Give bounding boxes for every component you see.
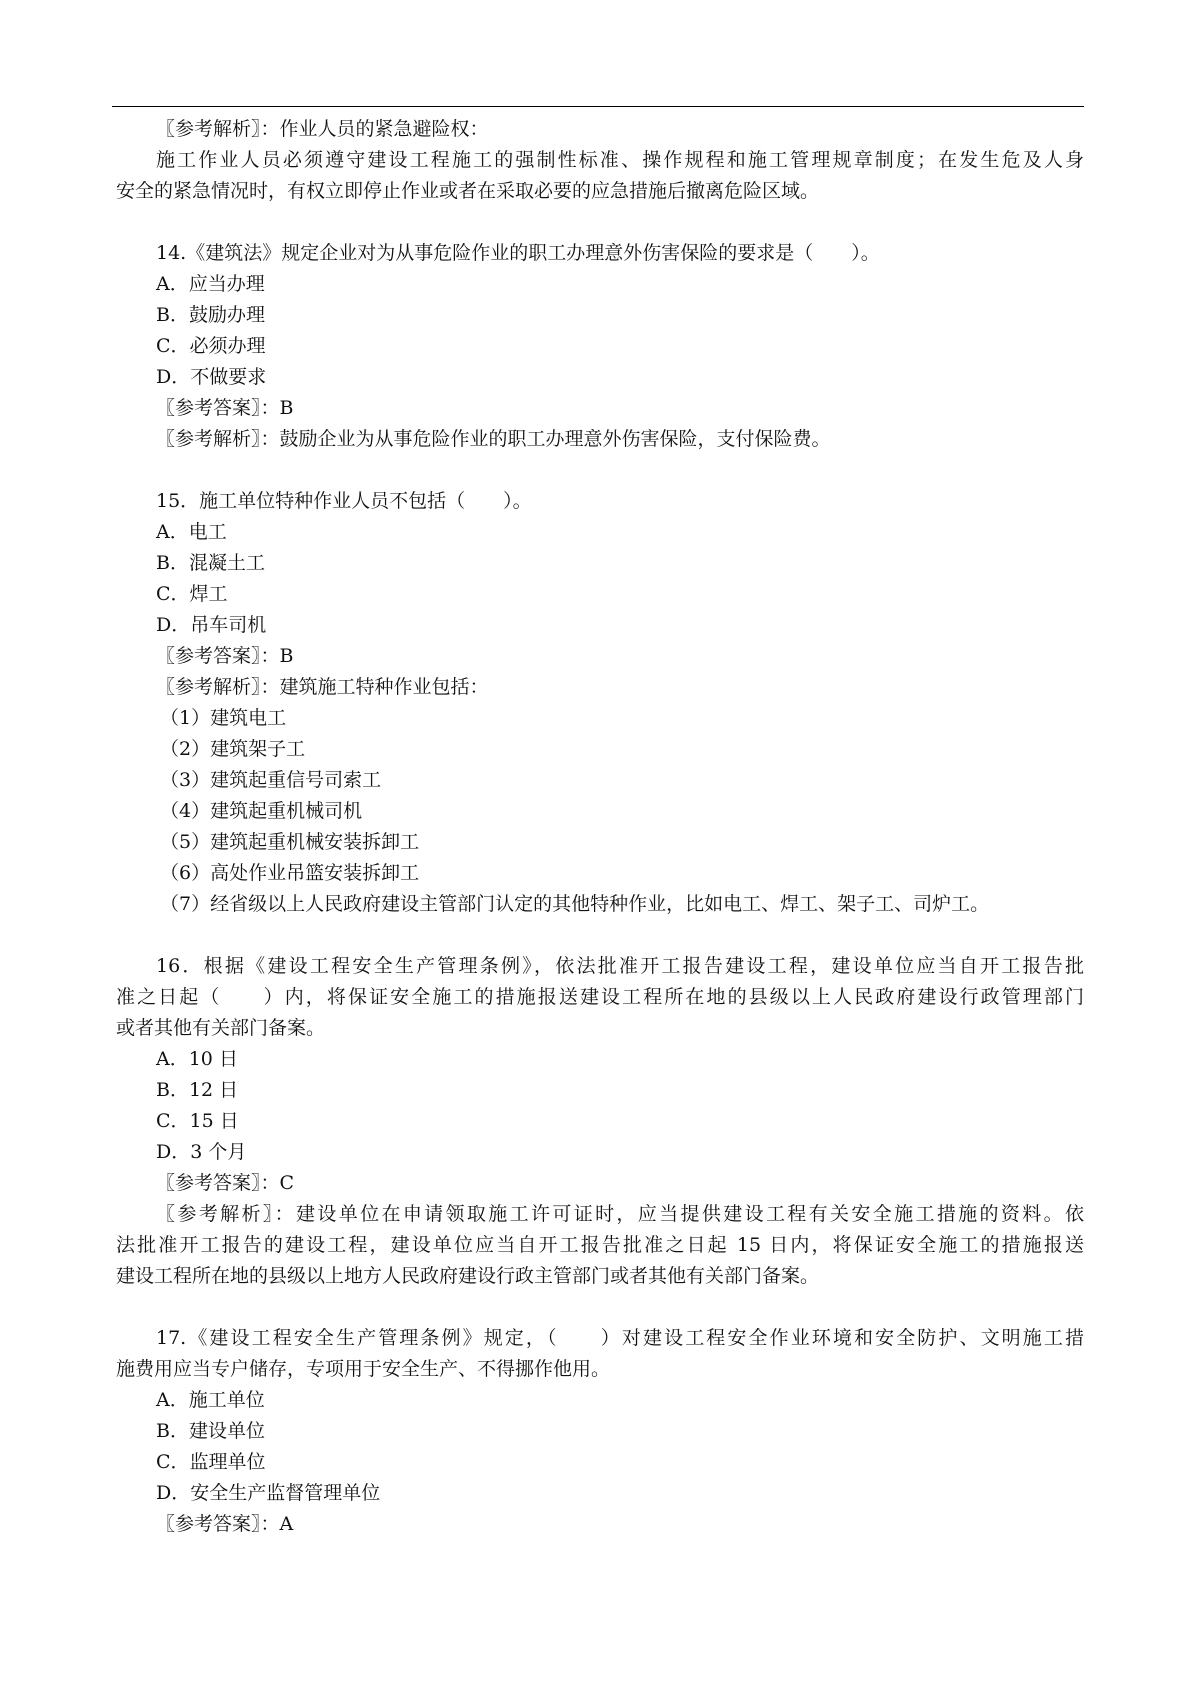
question-list xyxy=(116,207,1084,1540)
document-body xyxy=(116,114,1084,1540)
question-stem: 14.《建筑法》规定企业对为从事危险作业的职工办理意外伤害保险的要求是（ ）。 xyxy=(156,242,880,264)
answer-option: D．3 个月 xyxy=(156,1141,247,1163)
answer-option: B．混凝土工 xyxy=(156,552,265,574)
answer-option: D．安全生产监督管理单位 xyxy=(156,1482,381,1504)
question-spacer xyxy=(116,920,1084,951)
answer-option: C．15 日 xyxy=(156,1110,239,1132)
question-stem: 17.《建设工程安全生产管理条例》规定，（ ）对建设工程安全作业环境和安全防护、文明施工措 xyxy=(156,1327,1084,1349)
answer-option: B．鼓励办理 xyxy=(156,304,265,326)
question-block xyxy=(116,238,1084,455)
header-rule xyxy=(112,106,1084,107)
intro-analysis: 〖参考解析〗：作业人员的紧急避险权： xyxy=(156,118,489,140)
reference-analysis: 〖参考解析〗：建设单位在申请领取施工许可证时，应当提供建设工程有关安全施工措施的资料。依 xyxy=(156,1203,1084,1225)
reference-answer: 〖参考答案〗：B xyxy=(156,645,294,667)
answer-option: A．10 日 xyxy=(156,1048,238,1070)
reference-analysis: 法批准开工报告的建设工程，建设单位应当自开工报告批准之日起 15 日内，将保证安全施工的措施报送 xyxy=(116,1234,1084,1256)
question-spacer xyxy=(116,455,1084,486)
question-block xyxy=(116,1323,1084,1540)
question-stem: 15．施工单位特种作业人员不包括（ ）。 xyxy=(156,490,532,512)
question-block xyxy=(116,486,1084,920)
intro-paragraph-line: 安全的紧急情况时，有权立即停止作业或者在采取必要的应急措施后撤离危险区域。 xyxy=(116,180,820,202)
answer-option: B．12 日 xyxy=(156,1079,239,1101)
reference-analysis: 建设工程所在地的县级以上地方人民政府建设行政主管部门或者其他有关部门备案。 xyxy=(116,1265,820,1287)
question-stem: 施费用应当专户储存，专项用于安全生产、不得挪作他用。 xyxy=(116,1358,611,1380)
analysis-list-item: （6）高处作业吊篮安装拆卸工 xyxy=(160,862,420,884)
answer-option: C．必须办理 xyxy=(156,335,266,357)
reference-answer: 〖参考答案〗：C xyxy=(156,1172,295,1194)
intro-block xyxy=(116,114,1084,207)
analysis-list-item: （3）建筑起重信号司索工 xyxy=(160,769,382,791)
answer-option: A．应当办理 xyxy=(156,273,265,295)
question-block xyxy=(116,951,1084,1292)
analysis-list-item: （1）建筑电工 xyxy=(160,707,287,729)
analysis-list-item: （5）建筑起重机械安装拆卸工 xyxy=(160,831,420,853)
answer-option: D．不做要求 xyxy=(156,366,267,388)
answer-option: B．建设单位 xyxy=(156,1420,265,1442)
answer-option: A．施工单位 xyxy=(156,1389,265,1411)
answer-option: C．监理单位 xyxy=(156,1451,266,1473)
analysis-list-item: （4）建筑起重机械司机 xyxy=(160,800,363,822)
reference-answer: 〖参考答案〗：A xyxy=(156,1513,294,1535)
reference-analysis: 〖参考解析〗：鼓励企业为从事危险作业的职工办理意外伤害保险，支付保险费。 xyxy=(156,428,831,450)
analysis-list-item: （2）建筑架子工 xyxy=(160,738,306,760)
question-stem: 16．根据《建设工程安全生产管理条例》，依法批准开工报告建设工程，建设单位应当自开工报告批 xyxy=(156,955,1084,977)
intro-paragraph-line: 施工作业人员必须遵守建设工程施工的强制性标准、操作规程和施工管理规章制度；在发生危及人身 xyxy=(156,149,1084,171)
question-spacer xyxy=(116,1292,1084,1323)
question-spacer xyxy=(116,207,1084,238)
answer-option: D．吊车司机 xyxy=(156,614,267,636)
question-stem: 准之日起（ ）内，将保证安全施工的措施报送建设工程所在地的县级以上人民政府建设行政管理部门 xyxy=(116,986,1084,1008)
analysis-list-item: （7）经省级以上人民政府建设主管部门认定的其他特种作业，比如电工、焊工、架子工、司炉工。 xyxy=(160,893,990,915)
reference-analysis: 〖参考解析〗：建筑施工特种作业包括： xyxy=(156,676,489,698)
reference-answer: 〖参考答案〗：B xyxy=(156,397,294,419)
question-stem: 或者其他有关部门备案。 xyxy=(116,1017,326,1039)
answer-option: A．电工 xyxy=(156,521,227,543)
answer-option: C．焊工 xyxy=(156,583,228,605)
